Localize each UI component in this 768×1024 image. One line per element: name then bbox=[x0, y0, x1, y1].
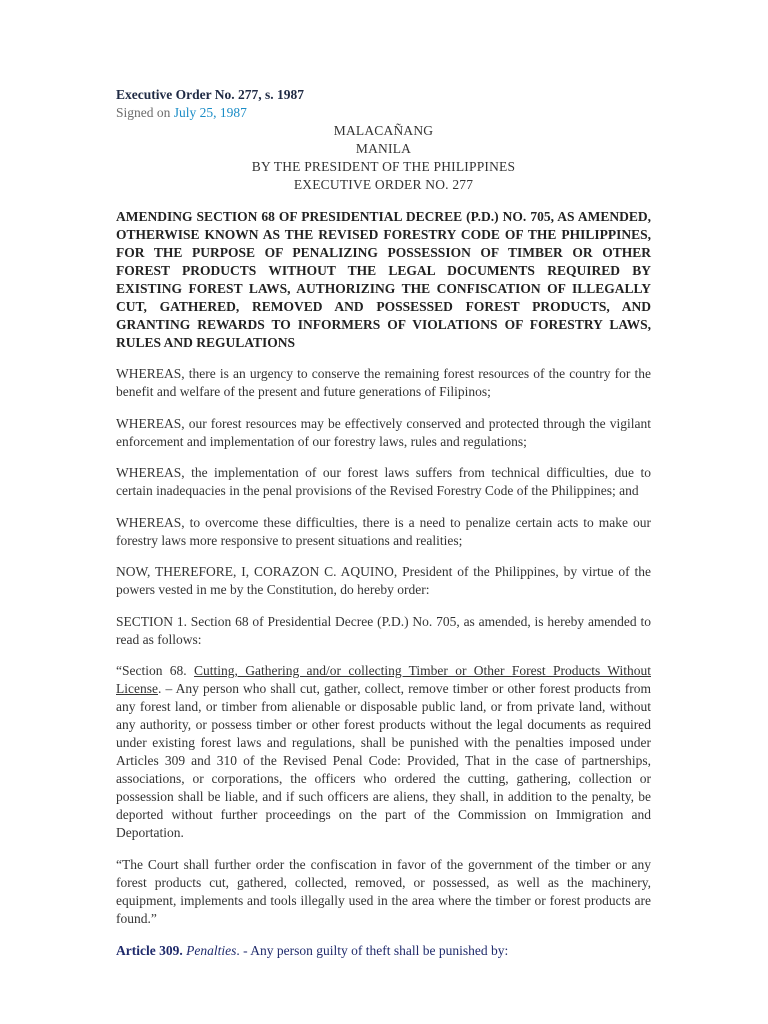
center-line-malacanang: MALACAÑANG bbox=[333, 123, 434, 138]
section-68-prefix: “Section 68. bbox=[116, 663, 195, 678]
court-paragraph: “The Court shall further order the confiscation in favor of the government of the timber or any forest products cut, gathered, collected, removed, or possessed, as well as the machinery, equipment, implements and tools illegally used in the area where the timber or forest products are found.” bbox=[116, 856, 651, 926]
document-page bbox=[116, 86, 651, 973]
center-line-by-president: BY THE PRESIDENT OF THE PHILIPPINES bbox=[251, 159, 516, 174]
document-heading: Executive Order No. 277, s. 1987 bbox=[116, 87, 304, 102]
article-penalties-label: Penalties bbox=[186, 942, 237, 958]
center-line-manila: MANILA bbox=[355, 141, 412, 156]
whereas-paragraph-2: WHEREAS, our forest resources may be effectively conserved and protected through the vigilant enforcement and implementation of our forestry laws, rules and regulations; bbox=[116, 415, 651, 449]
article-number: Article 309. bbox=[116, 942, 183, 958]
whereas-paragraph-3: WHEREAS, the implementation of our forest laws suffers from technical difficulties, due to certain inadequacies in the penal provisions of the Revised Forestry Code of the Philippines; and bbox=[116, 465, 651, 498]
section-68-heading: Cutting, Gathering and/or collecting Timber or Other Forest Products Without License bbox=[116, 663, 651, 696]
signed-prefix: Signed on bbox=[116, 105, 174, 120]
order-title: AMENDING SECTION 68 OF PRESIDENTIAL DECREE (P.D.) NO. 705, AS AMENDED, OTHERWISE KNOWN AS THE REVISED FORESTRY CODE OF THE PHILIPPINES, FOR THE PURPOSE OF PENALIZING POSSESSION OF TIMBER OR OTHER FOREST PRODUCTS WITHOUT THE LEGAL DOCUMENTS REQUIRED BY EXISTING FOREST LAWS, AUTHORIZING THE CONFISCATION OF ILLEGALLY CUT, GATHERED, REMOVED AND POSSESSED FOREST PRODUCTS, AND GRANTING REWARDS TO INFORMERS OF VIOLATIONS OF FORESTRY LAWS, RULES AND REGULATIONS bbox=[116, 208, 651, 350]
signed-line bbox=[116, 104, 651, 122]
article-text: . - Any person guilty of theft shall be punished by: bbox=[236, 942, 509, 958]
whereas-paragraph-1: WHEREAS, there is an urgency to conserve the remaining forest resources of the country for the benefit and welfare of the present and future generations of Filipinos; bbox=[116, 366, 651, 399]
now-therefore-paragraph: NOW, THEREFORE, I, CORAZON C. AQUINO, President of the Philippines, by virtue of the powers vested in me by the Constitution, do hereby order: bbox=[116, 564, 651, 597]
article-309-line bbox=[116, 942, 651, 960]
signed-date-link[interactable]: July 25, 1987 bbox=[173, 105, 247, 120]
center-line-eo-number: EXECUTIVE ORDER NO. 277 bbox=[293, 177, 474, 192]
whereas-paragraph-4: WHEREAS, to overcome these difficulties, there is a need to penalize certain acts to make our forestry laws more responsive to present situations and realities; bbox=[116, 514, 651, 548]
section-68-paragraph bbox=[116, 662, 651, 842]
section-68-body: . – Any person who shall cut, gather, collect, remove timber or other forest products from any forest land, or timber from alienable or disposable public land, or from private land, without any authority, or possess timber or other forest products without the legal documents as required under existing forest laws and regulations, shall be punished with the penalties imposed under Articles 309 and 310 of the Revised Penal Code: Provided, That in the case of partnerships, associations, or corporations, the officers who ordered the cutting, gathering, collection or possession shall be liable, and if such officers are aliens, they shall, in addition to the penalty, be deported without further proceedings on the part of the Commission on Immigration and Deportation. bbox=[116, 681, 651, 840]
section-1-paragraph: SECTION 1. Section 68 of Presidential Decree (P.D.) No. 705, as amended, is hereby amended to read as follows: bbox=[116, 613, 651, 647]
